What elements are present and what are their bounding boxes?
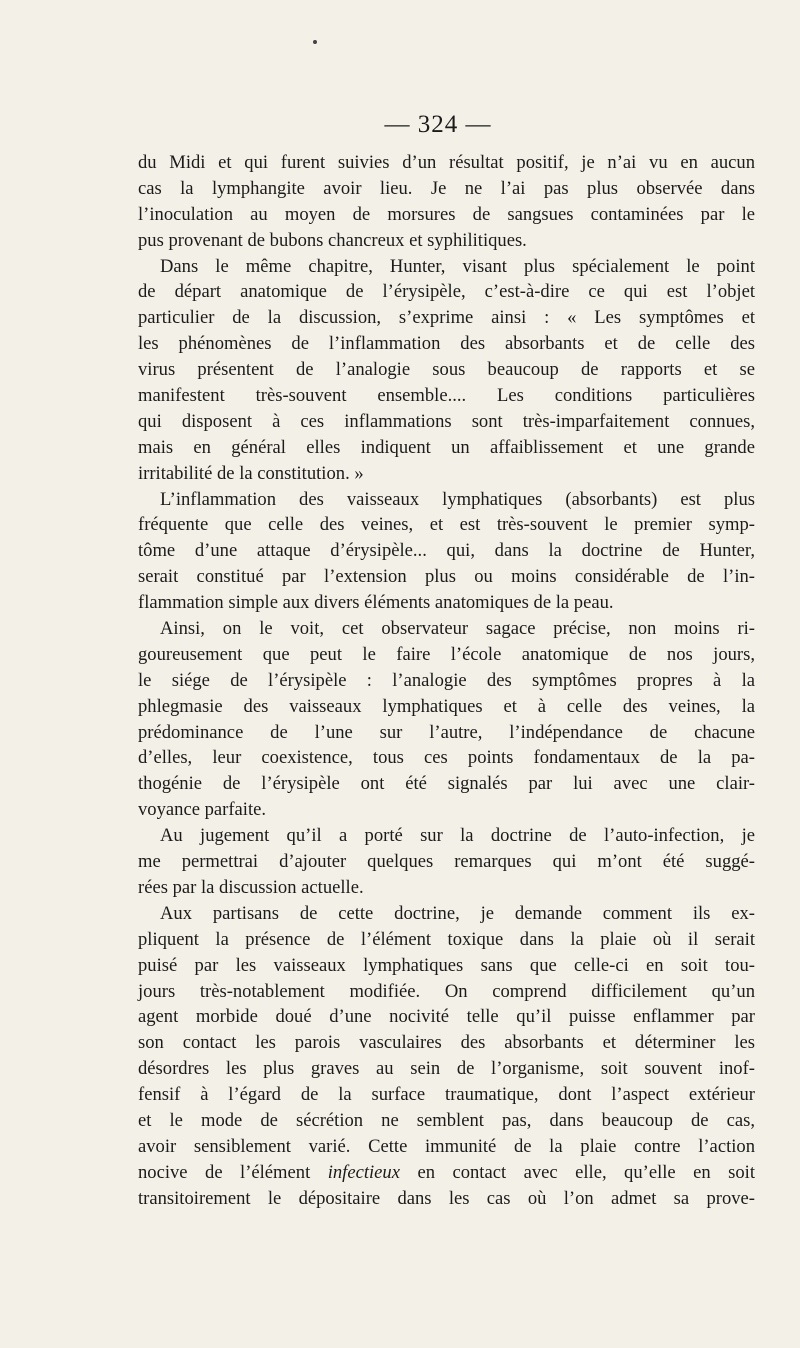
text-line: virus présentent de l’analogie sous beaucoup de rapports et se [138, 359, 755, 381]
text-line: rées par la discussion actuelle. [138, 876, 364, 898]
text-line: serait constitué par l’extension plus ou moins considérable de l’in- [138, 566, 755, 588]
text-line: agent morbide doué d’une nocivité telle qu’il puisse enflammer par [138, 1006, 755, 1028]
text-line: l’inoculation au moyen de morsures de sangsues contaminées par le [138, 203, 755, 225]
italic-word: infectieux [327, 1161, 400, 1183]
text-line: tôme d’une attaque d’érysipèle... qui, dans la doctrine de Hunter, [138, 540, 755, 562]
text-line: les phénomènes de l’inflammation des absorbants et de celle des [138, 333, 755, 355]
text-line: le siége de l’érysipèle : l’analogie des symptômes propres à la [138, 669, 755, 691]
text-line: puisé par les vaisseaux lymphatiques sans que celle-ci en soit tou- [138, 954, 755, 976]
text-line: flammation simple aux divers éléments anatomiques de la peau. [138, 592, 614, 614]
text-line: voyance parfaite. [138, 799, 267, 821]
text-line: manifestent très-souvent ensemble.... Les conditions particulières [138, 385, 755, 407]
text-line: avoir sensiblement varié. Cette immunité de la plaie contre l’action [138, 1135, 755, 1157]
text-line: du Midi et qui furent suivies d’un résultat positif, je n’ai vu en aucun [138, 152, 755, 173]
text-line: cas la lymphangite avoir lieu. Je ne l’ai pas plus observée dans [138, 177, 755, 199]
text-line: thogénie de l’érysipèle ont été signalés par lui avec une clair- [138, 773, 755, 795]
text-line: jours très-notablement modifiée. On comprend difficilement qu’un [138, 980, 755, 1002]
text-line: irritabilité de la constitution. » [138, 462, 364, 484]
text-line: fréquente que celle des veines, et est très-souvent le premier symp- [138, 514, 755, 536]
text-line: Ainsi, on le voit, cet observateur sagace précise, non moins ri- [160, 618, 755, 640]
text-line: Aux partisans de cette doctrine, je demande comment ils ex- [160, 902, 755, 924]
text-line: transitoirement le dépositaire dans les cas où l’on admet sa prove- [138, 1187, 755, 1209]
text-line: mais en général elles indiquent un affaiblissement et une grande [138, 436, 755, 458]
text-line: d’elles, leur coexistence, tous ces points fondamentaux de la pa- [138, 747, 755, 769]
text-line: son contact les parois vasculaires des absorbants et déterminer les [138, 1032, 755, 1054]
text-line: L’inflammation des vaisseaux lymphatiques (absorbants) est plus [160, 488, 755, 510]
text-line: Dans le même chapitre, Hunter, visant plus spécialement le point [160, 255, 755, 277]
text-line: de départ anatomique de l’érysipèle, c’est-à-dire ce qui est l’objet [138, 281, 755, 303]
text-line: qui disposent à ces inflammations sont très-imparfaitement connues, [138, 410, 755, 432]
ink-speck [313, 40, 317, 44]
body-text [138, 150, 755, 1212]
text-line: pliquent la présence de l’élément toxique dans la plaie où il serait [138, 928, 755, 950]
text-line: phlegmasie des vaisseaux lymphatiques et à celle des veines, la [138, 695, 755, 717]
text-line: Au jugement qu’il a porté sur la doctrine de l’auto-infection, je [160, 825, 755, 847]
text-line: nocive de l’élément infectieux en contact avec elle, qu’elle en soit [138, 1161, 756, 1183]
text-line: goureusement que peut le faire l’école anatomique de nos jours, [138, 643, 755, 665]
text-line: prédominance de l’une sur l’autre, l’indépendance de chacune [138, 721, 755, 743]
text-line: particulier de la discussion, s’exprime ainsi : « Les symptômes et [138, 307, 755, 329]
text-line: désordres les plus graves au sein de l’organisme, soit souvent inof- [138, 1058, 755, 1080]
page-number: — 324 — [384, 111, 492, 138]
text-line: me permettrai d’ajouter quelques remarques qui m’ont été suggé- [138, 851, 755, 873]
text-line: pus provenant de bubons chancreux et syphilitiques. [138, 229, 527, 251]
text-line: fensif à l’égard de la surface traumatique, dont l’aspect extérieur [138, 1084, 755, 1106]
text-line: et le mode de sécrétion ne semblent pas, dans beaucoup de cas, [138, 1109, 755, 1131]
